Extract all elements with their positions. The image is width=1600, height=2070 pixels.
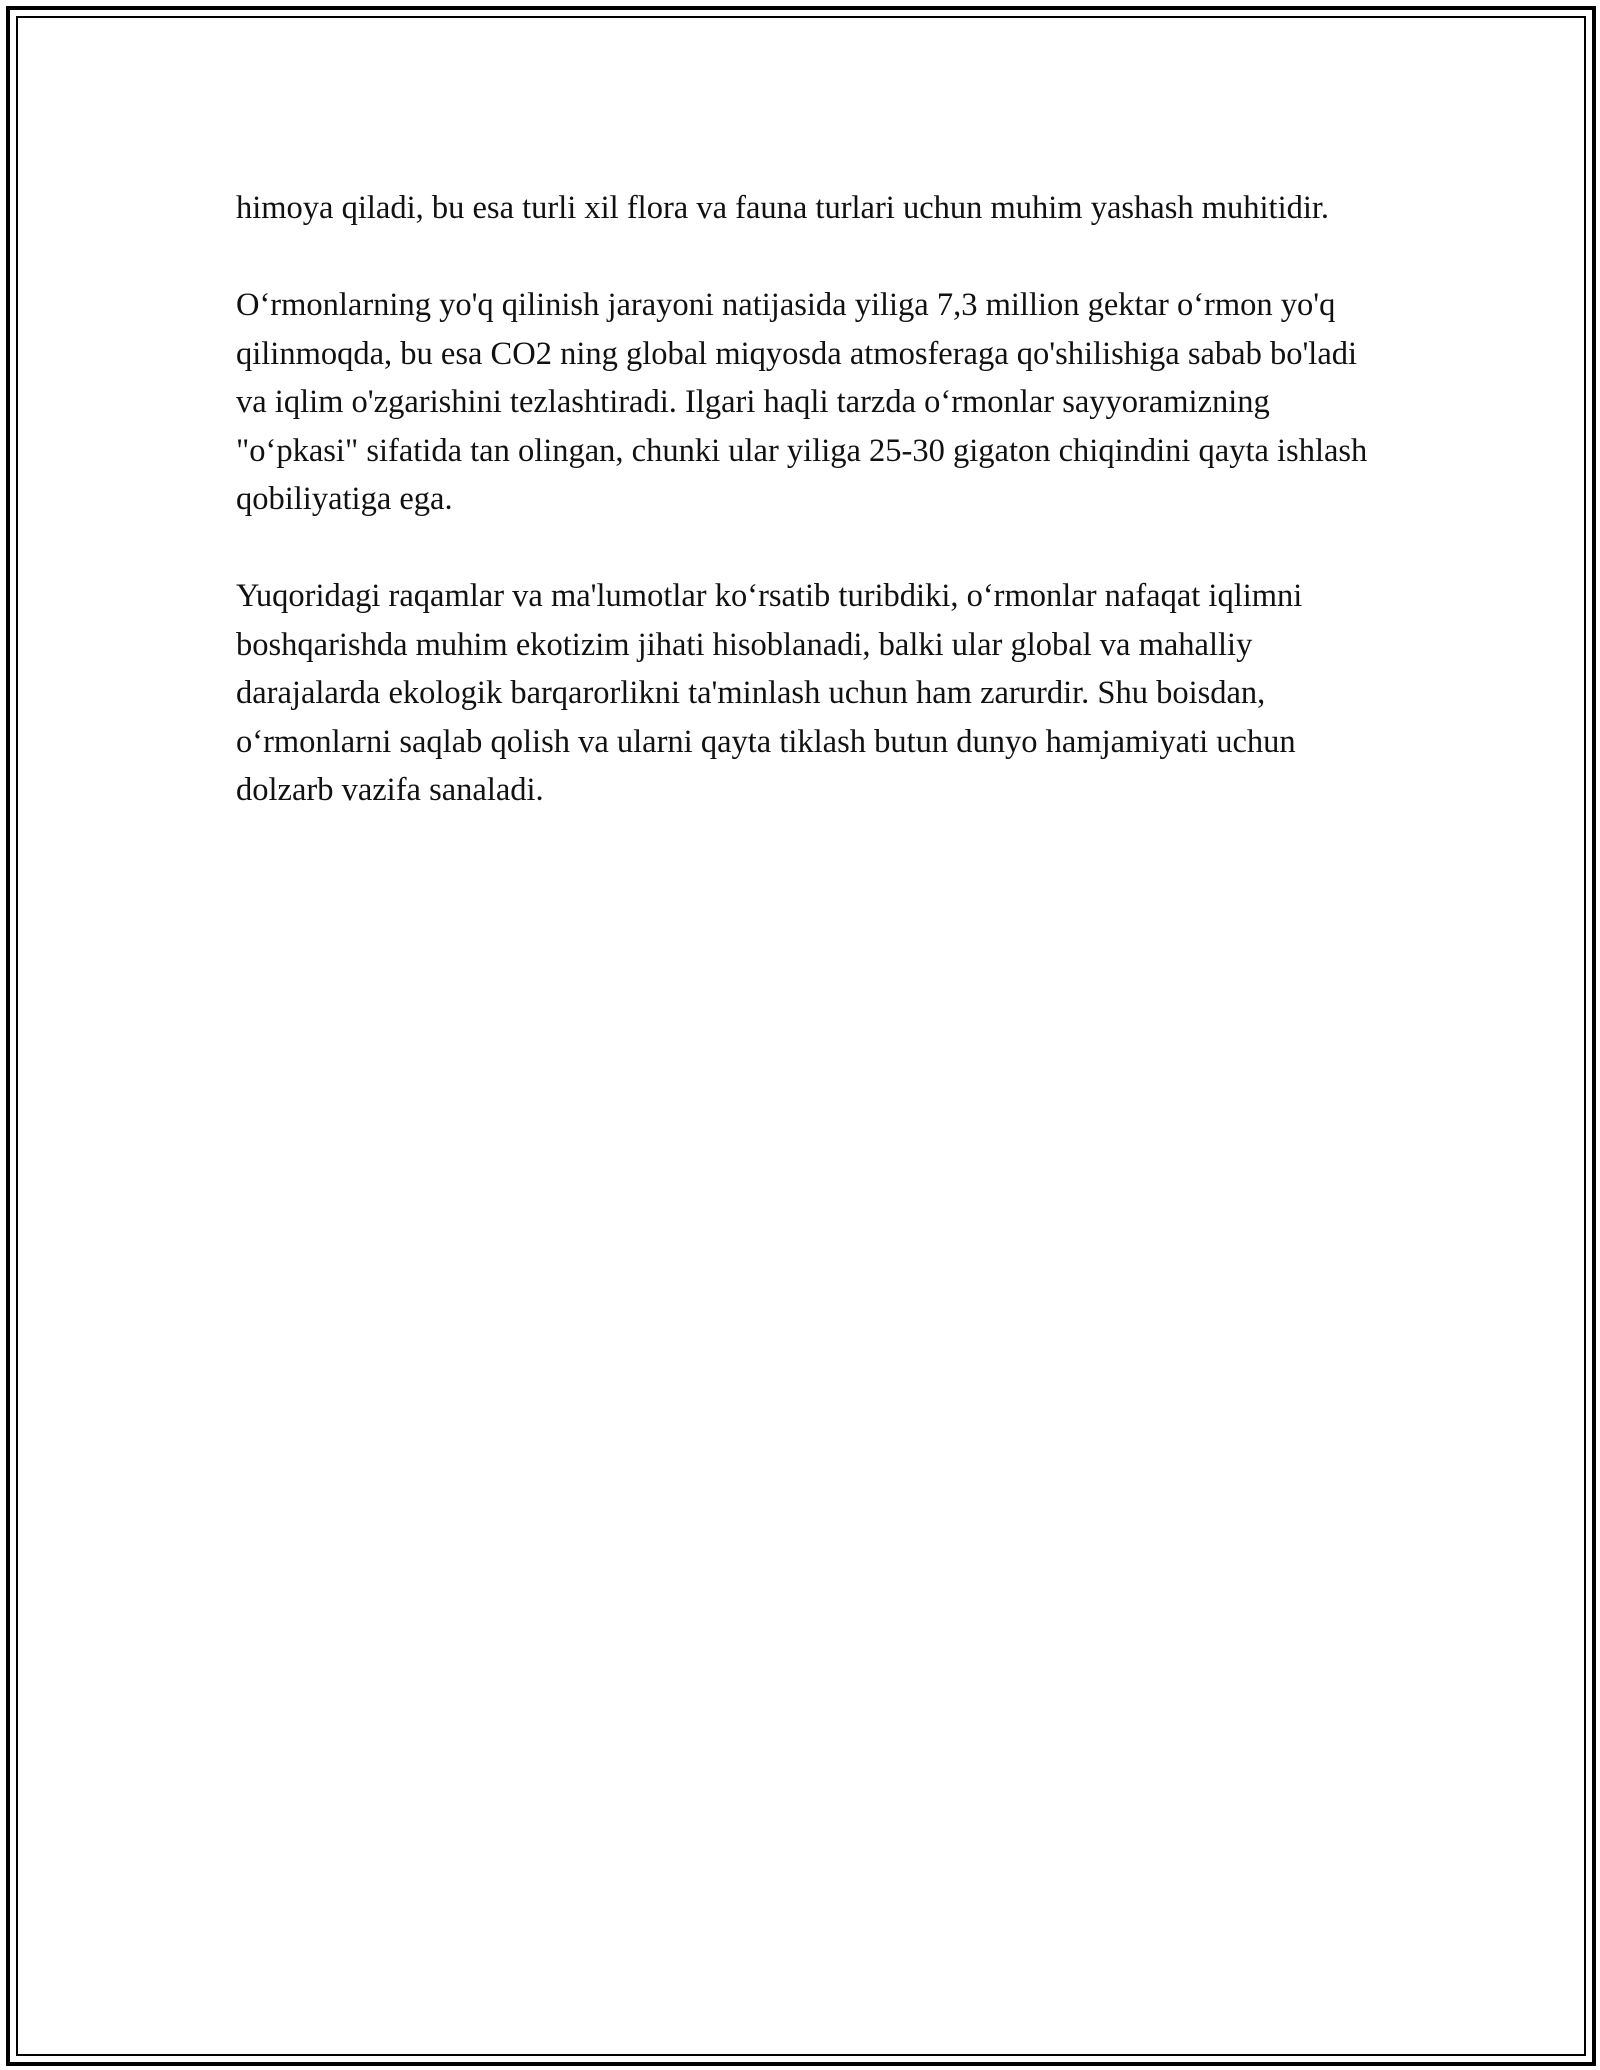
paragraph-continuation: himoya qiladi, bu esa turli xil flora va fauna turlari uchun muhim yashash muhitidir. xyxy=(236,190,1330,226)
paragraph-deforestation: O‘rmonlarning yo'q qilinish jarayoni natijasida yiliga 7,3 million gektar o‘rmon yo'q qilinmoqda, bu esa CO2 ning global miqyosda atmosferaga qo'shilishiga sabab bo'ladi va iqlim o'zgarishini tezlashtiradi. Ilgari haqli tarzda o‘rmonlar sayyoramizning "o‘pkasi" sifatida tan olingan, chunki ular yiliga 25-30 gigaton chiqindini qayta ishlash qobiliyatiga ega. xyxy=(236,287,1368,517)
document-body xyxy=(236,184,1376,863)
paragraph-conclusion: Yuqoridagi raqamlar va ma'lumotlar ko‘rsatib turibdiki, o‘rmonlar nafaqat iqlimni boshqarishda muhim ekotizim jihati hisoblanadi, balki ular global va mahalliy darajalarda ekologik barqarorlikni ta'minlash uchun ham zarurdir. Shu boisdan, o‘rmonlarni saqlab qolish va ularni qayta tiklash butun dunyo hamjamiyati uchun dolzarb vazifa sanaladi. xyxy=(236,578,1303,808)
